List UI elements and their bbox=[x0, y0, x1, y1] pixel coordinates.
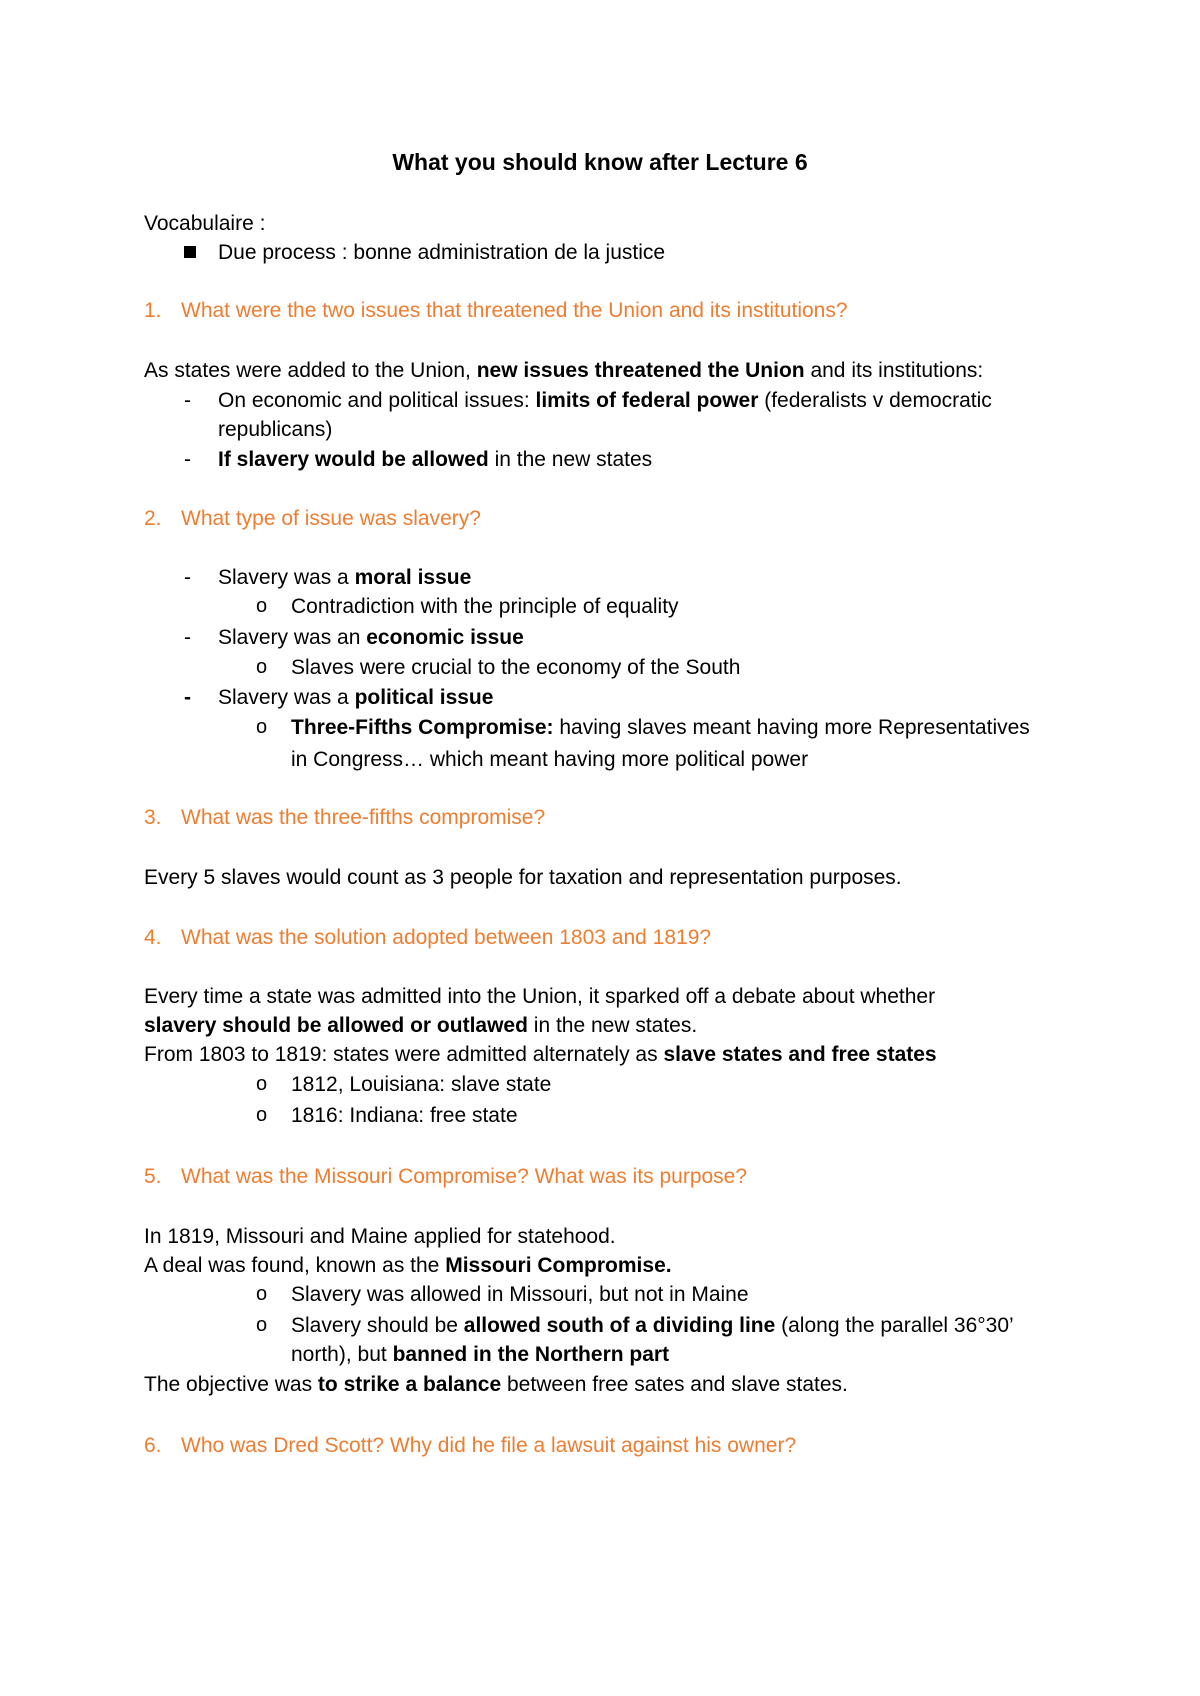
question-6-text: Who was Dred Scott? Why did he file a lawsuit against his owner? bbox=[181, 1434, 797, 1457]
question-4-text: What was the solution adopted between 1803 and 1819? bbox=[181, 926, 712, 949]
q2-economic-sub: Slaves were crucial to the economy of the South bbox=[291, 656, 741, 679]
q2-moral-sub: Contradiction with the principle of equality bbox=[291, 595, 679, 618]
q4-line-3-a: From 1803 to 1819: states were admitted alternately as bbox=[144, 1043, 664, 1066]
q5-line-3 bbox=[144, 1370, 848, 1399]
q1-b1-bold: limits of federal power bbox=[535, 389, 759, 412]
q2-moral-a: Slavery was a bbox=[218, 566, 355, 589]
q3-answer: Every 5 slaves would count as 3 people for taxation and representation purposes. bbox=[144, 866, 902, 889]
question-5-number: 5. bbox=[144, 1165, 162, 1188]
question-4-number: 4. bbox=[144, 926, 162, 949]
q4-line-2 bbox=[144, 1011, 697, 1040]
q1-bullet-2 bbox=[218, 445, 652, 474]
q5-line-2-a: A deal was found, known as the bbox=[144, 1254, 446, 1277]
question-3-number: 3. bbox=[144, 806, 162, 829]
q5-line-3-a: The objective was bbox=[144, 1373, 318, 1396]
square-bullet-icon bbox=[184, 246, 196, 258]
q2-political-sub bbox=[291, 713, 1030, 742]
circle-bullet: o bbox=[256, 716, 268, 738]
q5-sub-2-bold: allowed south of a dividing line bbox=[463, 1314, 776, 1337]
q1-intro-c: and its institutions: bbox=[804, 359, 984, 382]
circle-bullet: o bbox=[256, 595, 268, 617]
q5-line-3-c: between free sates and slave states. bbox=[501, 1373, 848, 1396]
vocab-term: Due process : bbox=[218, 241, 348, 264]
q4-sub-1: 1812, Louisiana: slave state bbox=[291, 1073, 552, 1096]
q4-line-3 bbox=[144, 1040, 937, 1069]
q5-sub-2 bbox=[291, 1311, 1014, 1340]
q4-sub-2: 1816: Indiana: free state bbox=[291, 1104, 518, 1127]
q1-bullet-1 bbox=[218, 386, 992, 415]
q1-intro-a: As states were added to the Union, bbox=[144, 359, 477, 382]
q4-line-1: Every time a state was admitted into the Union, it sparked off a debate about whether bbox=[144, 985, 936, 1008]
dash-bullet: - bbox=[184, 389, 191, 412]
q2-political-bold: political issue bbox=[354, 686, 494, 709]
q1-b1-a: On economic and political issues: bbox=[218, 389, 536, 412]
q5-sub-2-cont bbox=[291, 1340, 669, 1369]
q5-line-3-bold: to strike a balance bbox=[317, 1373, 502, 1396]
circle-bullet: o bbox=[256, 1104, 268, 1126]
q5-line-2-bold: Missouri Compromise. bbox=[445, 1254, 672, 1277]
q2-political-sub-cont: in Congress… which meant having more political power bbox=[291, 748, 809, 771]
q5-line-2 bbox=[144, 1251, 672, 1280]
q4-line-2-b: in the new states. bbox=[527, 1014, 698, 1037]
vocab-heading: Vocabulaire : bbox=[144, 212, 266, 235]
question-1-number: 1. bbox=[144, 299, 162, 322]
circle-bullet: o bbox=[256, 656, 268, 678]
q1-b2-b: in the new states bbox=[488, 448, 653, 471]
q1-bullet-1-cont: republicans) bbox=[218, 418, 333, 441]
q1-intro bbox=[144, 356, 983, 385]
circle-bullet: o bbox=[256, 1073, 268, 1095]
question-5-text: What was the Missouri Compromise? What was its purpose? bbox=[181, 1165, 748, 1188]
q4-line-2-bold: slavery should be allowed or outlawed bbox=[144, 1014, 528, 1037]
q1-intro-bold: new issues threatened the Union bbox=[476, 359, 805, 382]
q1-b1-c: (federalists v democratic bbox=[758, 389, 992, 412]
vocab-item bbox=[218, 238, 665, 267]
q2-political-a: Slavery was a bbox=[218, 686, 355, 709]
q2-moral-bold: moral issue bbox=[354, 566, 472, 589]
q2-economic bbox=[218, 623, 524, 652]
question-3-text: What was the three-fifths compromise? bbox=[181, 806, 546, 829]
question-6-number: 6. bbox=[144, 1434, 162, 1457]
q5-sub-2-a: Slavery should be bbox=[291, 1314, 464, 1337]
page-title: What you should know after Lecture 6 bbox=[392, 149, 808, 175]
q4-line-3-bold: slave states and free states bbox=[663, 1043, 937, 1066]
question-1-text: What were the two issues that threatened the Union and its institutions? bbox=[181, 299, 848, 322]
q2-political-sub-bold: Three-Fifths Compromise: bbox=[291, 716, 554, 739]
q5-line-1: In 1819, Missouri and Maine applied for statehood. bbox=[144, 1225, 616, 1248]
dash-bullet: - bbox=[184, 448, 191, 471]
q5-sub-2-d: north), but bbox=[291, 1343, 393, 1366]
q2-political bbox=[218, 683, 493, 712]
q1-b2-bold: If slavery would be allowed bbox=[218, 448, 489, 471]
vocab-definition: bonne administration de la justice bbox=[347, 241, 666, 264]
q5-sub-2-e-bold: banned in the Northern part bbox=[392, 1343, 670, 1366]
q5-sub-1: Slavery was allowed in Missouri, but not in Maine bbox=[291, 1283, 749, 1306]
dash-bullet: - bbox=[184, 566, 191, 589]
dash-bullet: - bbox=[184, 686, 191, 709]
circle-bullet: o bbox=[256, 1314, 268, 1336]
q2-economic-a: Slavery was an bbox=[218, 626, 367, 649]
circle-bullet: o bbox=[256, 1283, 268, 1305]
q5-sub-2-c: (along the parallel 36°30’ bbox=[775, 1314, 1014, 1337]
q2-political-sub-b: having slaves meant having more Representatives bbox=[553, 716, 1030, 739]
dash-bullet: - bbox=[184, 626, 191, 649]
question-2-number: 2. bbox=[144, 507, 162, 530]
q2-moral bbox=[218, 563, 471, 592]
q2-economic-bold: economic issue bbox=[366, 626, 524, 649]
question-2-text: What type of issue was slavery? bbox=[181, 507, 481, 530]
